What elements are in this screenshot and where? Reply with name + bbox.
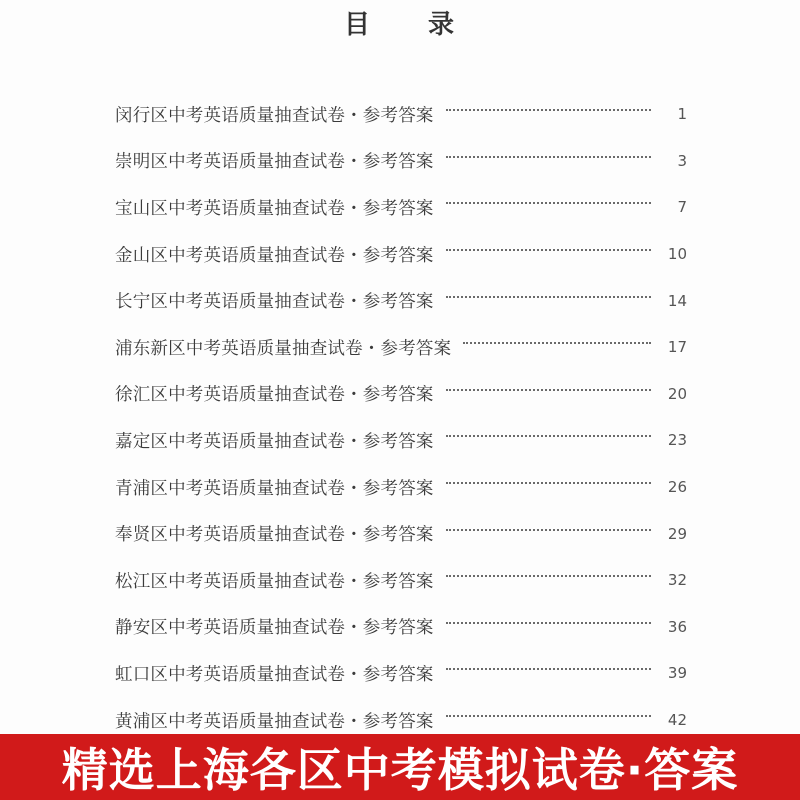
toc-entry-page-number: 10 bbox=[667, 245, 687, 264]
dot-leader bbox=[446, 575, 651, 577]
toc-entry-page-number: 32 bbox=[667, 571, 687, 590]
toc-entry-title: 闵行区中考英语质量抽查试卷・参考答案 bbox=[115, 105, 434, 126]
toc-entry[interactable] bbox=[115, 650, 687, 697]
promo-banner bbox=[0, 734, 800, 800]
toc-entry-title: 宝山区中考英语质量抽查试卷・参考答案 bbox=[115, 198, 434, 219]
toc-entry-page-number: 29 bbox=[667, 524, 687, 543]
dot-leader bbox=[446, 435, 651, 437]
toc-entry-title: 浦东新区中考英语质量抽查试卷・参考答案 bbox=[115, 338, 452, 359]
toc-entry-page-number: 3 bbox=[677, 151, 687, 170]
toc-entry[interactable] bbox=[115, 371, 687, 418]
dot-leader bbox=[446, 482, 651, 484]
toc-entry[interactable] bbox=[115, 604, 687, 651]
toc-entry-page-number: 1 bbox=[677, 105, 687, 124]
toc-entry-page-number: 23 bbox=[667, 431, 687, 450]
toc-entry-page-number: 17 bbox=[667, 338, 687, 357]
toc-entry-page-number: 14 bbox=[667, 291, 687, 310]
toc-entry-page-number: 36 bbox=[667, 617, 687, 636]
toc-entry-title: 崇明区中考英语质量抽查试卷・参考答案 bbox=[115, 152, 434, 173]
toc-entry[interactable] bbox=[115, 138, 687, 185]
toc-entry-page-number: 42 bbox=[667, 711, 687, 730]
toc-entry-title: 金山区中考英语质量抽查试卷・参考答案 bbox=[115, 245, 434, 266]
toc-entry[interactable] bbox=[115, 324, 687, 371]
toc-entry-page-number: 7 bbox=[677, 198, 687, 217]
toc-entry-title: 嘉定区中考英语质量抽查试卷・参考答案 bbox=[115, 431, 434, 452]
dot-leader bbox=[446, 296, 651, 298]
toc-entry-title: 静安区中考英语质量抽查试卷・参考答案 bbox=[115, 618, 434, 639]
toc-entry[interactable] bbox=[115, 557, 687, 604]
dot-leader bbox=[446, 668, 651, 670]
toc-entry[interactable] bbox=[115, 231, 687, 278]
dot-leader bbox=[446, 622, 651, 624]
page-title-char-1: 目 bbox=[343, 10, 372, 40]
dot-leader bbox=[446, 109, 651, 111]
dot-leader bbox=[446, 156, 651, 158]
toc-entry-title: 徐汇区中考英语质量抽查试卷・参考答案 bbox=[115, 385, 434, 406]
toc-entry-title: 虹口区中考英语质量抽查试卷・参考答案 bbox=[115, 664, 434, 685]
toc-entry-page-number: 26 bbox=[667, 478, 687, 497]
table-of-contents bbox=[115, 91, 687, 743]
toc-entry-title: 青浦区中考英语质量抽查试卷・参考答案 bbox=[115, 478, 434, 499]
toc-entry[interactable] bbox=[115, 464, 687, 511]
page-title bbox=[0, 4, 800, 41]
promo-banner-text: 精选上海各区中考模拟试卷·答案 bbox=[61, 743, 739, 797]
dot-leader bbox=[463, 342, 651, 344]
dot-leader bbox=[446, 529, 651, 531]
dot-leader bbox=[446, 202, 651, 204]
toc-entry-title: 黄浦区中考英语质量抽查试卷・参考答案 bbox=[115, 711, 434, 732]
toc-entry-title: 松江区中考英语质量抽查试卷・参考答案 bbox=[115, 571, 434, 592]
toc-entry-title: 长宁区中考英语质量抽查试卷・参考答案 bbox=[115, 292, 434, 313]
toc-entry-page-number: 20 bbox=[667, 384, 687, 403]
toc-entry-page-number: 39 bbox=[667, 664, 687, 683]
toc-entry[interactable] bbox=[115, 91, 687, 138]
toc-entry[interactable] bbox=[115, 510, 687, 557]
dot-leader bbox=[446, 389, 651, 391]
toc-entry[interactable] bbox=[115, 277, 687, 324]
dot-leader bbox=[446, 249, 651, 251]
dot-leader bbox=[446, 715, 651, 717]
toc-entry[interactable] bbox=[115, 417, 687, 464]
toc-entry[interactable] bbox=[115, 184, 687, 231]
page-title-char-2: 录 bbox=[428, 10, 457, 40]
toc-entry-title: 奉贤区中考英语质量抽查试卷・参考答案 bbox=[115, 525, 434, 546]
